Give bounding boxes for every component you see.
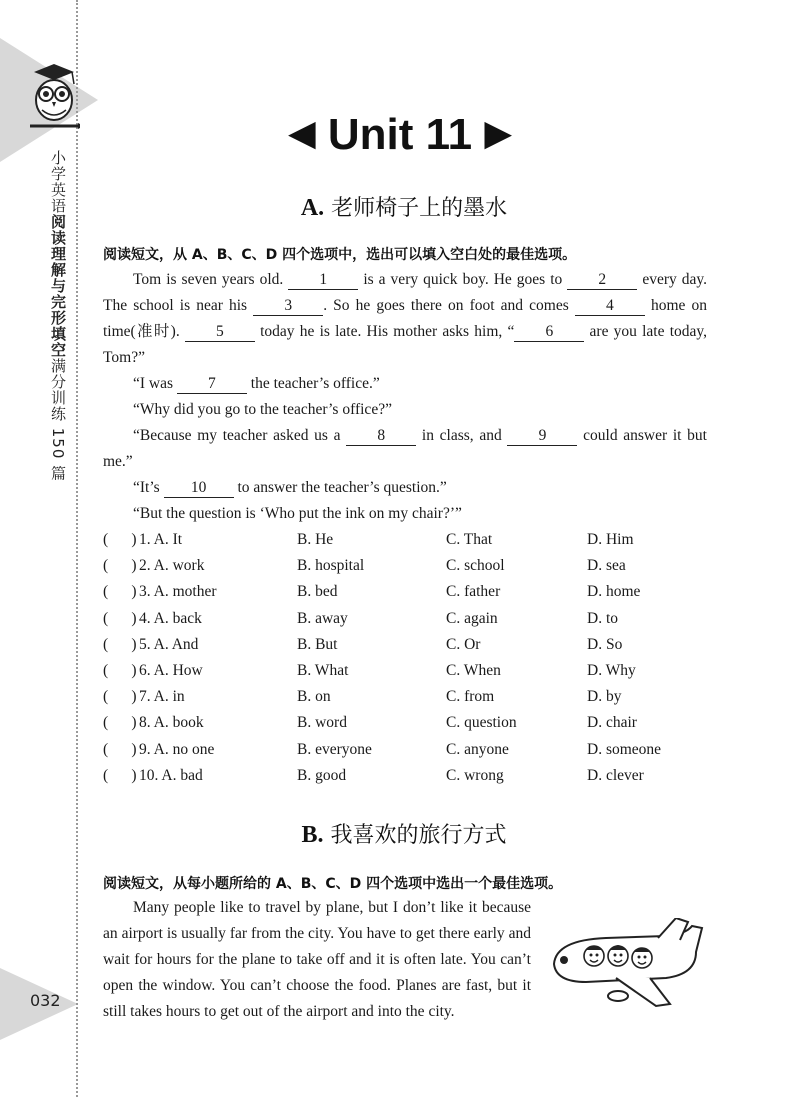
- question-row: [103, 610, 723, 636]
- option-d: D. Him: [587, 531, 634, 548]
- passage-paragraph-5: “It’s 10 to answer the teacher’s question.”: [133, 479, 447, 496]
- answer-bracket[interactable]: ( ): [103, 688, 137, 706]
- section-a-passage: [103, 267, 707, 527]
- option-c: C. question: [446, 714, 517, 732]
- option-c: C. Or: [446, 635, 481, 653]
- option-b: B. hospital: [297, 557, 365, 575]
- question-row: [103, 583, 723, 609]
- passage-paragraph-3: “Why did you go to the teacher’s office?”: [133, 401, 392, 418]
- answer-bracket[interactable]: ( ): [103, 557, 137, 575]
- option-b: B. word: [297, 714, 347, 732]
- option-a: 6. A. How: [139, 661, 203, 679]
- side-margin: [0, 0, 78, 1097]
- answer-bracket[interactable]: ( ): [103, 714, 137, 732]
- airplane-illustration: [546, 918, 706, 1010]
- section-a-heading: [0, 191, 800, 222]
- option-c: C. That: [446, 531, 493, 548]
- option-a: 9. A. no one: [139, 740, 215, 758]
- option-d: D. someone: [587, 740, 662, 758]
- option-d: D. home: [587, 583, 641, 601]
- option-a: 10. A. bad: [139, 766, 203, 784]
- blank-5: 5: [185, 323, 255, 342]
- section-b-title: 我喜欢的旅行方式: [330, 823, 507, 848]
- option-a: 2. A. work: [139, 557, 205, 575]
- option-c: C. father: [446, 583, 501, 601]
- unit-title: [0, 110, 800, 160]
- blank-1: 1: [288, 271, 358, 290]
- book-title-part-3: 满分训练 150 篇: [49, 358, 67, 482]
- option-b: B. away: [297, 609, 348, 627]
- question-row: [103, 662, 723, 688]
- passage-paragraph-2: “I was 7 the teacher’s office.”: [133, 375, 380, 392]
- section-b-instruction: 阅读短文，从每小题所给的 A、B、C、D 四个选项中选出一个最佳选项。: [103, 876, 563, 892]
- answer-bracket[interactable]: ( ): [103, 635, 137, 653]
- option-a: 4. A. back: [139, 609, 202, 627]
- option-b: B. He: [297, 531, 334, 548]
- answer-bracket[interactable]: ( ): [103, 583, 137, 601]
- option-a: 3. A. mother: [139, 583, 217, 601]
- blank-9: 9: [507, 427, 577, 446]
- blank-3: 3: [253, 297, 323, 316]
- option-c: C. again: [446, 609, 498, 627]
- unit-title-text: Unit 11: [327, 110, 473, 159]
- section-a-instruction: 阅读短文，从 A、B、C、D 四个选项中，选出可以填入空白处的最佳选项。: [103, 247, 577, 263]
- answer-bracket[interactable]: ( ): [103, 766, 137, 784]
- question-row: [103, 531, 723, 557]
- question-options: [103, 531, 723, 793]
- book-title-part-2: 阅读理解与完形填空: [49, 214, 67, 358]
- option-c: C. school: [446, 557, 505, 575]
- option-c: C. from: [446, 688, 495, 706]
- blank-10: 10: [164, 479, 234, 498]
- answer-bracket[interactable]: ( ): [103, 740, 137, 758]
- page-number: 032: [30, 991, 61, 1010]
- question-row: [103, 714, 723, 740]
- question-row: [103, 741, 723, 767]
- option-b: B. everyone: [297, 740, 372, 758]
- section-b-heading: [0, 818, 800, 849]
- section-a-letter: A.: [300, 195, 325, 221]
- blank-6: 6: [514, 323, 584, 342]
- passage-paragraph-6: “But the question is ‘Who put the ink on my chair?’”: [133, 505, 462, 522]
- option-d: D. Why: [587, 661, 636, 679]
- left-triangle-icon: ◀: [287, 112, 316, 153]
- section-b-paragraph: Many people like to travel by plane, but I don’t like it because an airport is usually far from the city. You have to get there early and wait for hours for the plane to take off and it is often late. You can’t open the window. You can’t choose the food. Planes are fast, but it still takes hours to get out of the airport and into the city.: [103, 899, 531, 1020]
- blank-4: 4: [575, 297, 645, 316]
- question-row: [103, 767, 723, 793]
- option-a: 5. A. And: [139, 635, 199, 653]
- section-b-passage: [103, 895, 531, 1025]
- question-row: [103, 636, 723, 662]
- answer-bracket[interactable]: ( ): [103, 609, 137, 627]
- blank-8: 8: [346, 427, 416, 446]
- question-row: [103, 557, 723, 583]
- option-d: D. sea: [587, 557, 626, 575]
- answer-bracket[interactable]: ( ): [103, 531, 137, 548]
- option-b: B. bed: [297, 583, 338, 601]
- option-c: C. wrong: [446, 766, 504, 784]
- option-a: 8. A. book: [139, 714, 204, 732]
- option-d: D. So: [587, 635, 623, 653]
- option-d: D. by: [587, 688, 622, 706]
- option-b: B. But: [297, 635, 338, 653]
- passage-paragraph-1: Tom is seven years old. 1 is a very quick boy. He goes to 2 every day. The school is near his 3 . So he goes there on foot and comes 4 home on time(准时). 5 today he is late. His mother asks him, “ 6 are you late today, Tom?”: [103, 271, 707, 366]
- blank-2: 2: [567, 271, 637, 290]
- section-a-title: 老师椅子上的墨水: [331, 196, 508, 221]
- option-c: C. When: [446, 661, 501, 679]
- option-d: D. chair: [587, 714, 637, 732]
- option-a: 1. A. It: [139, 531, 183, 548]
- option-a: 7. A. in: [139, 688, 185, 706]
- option-b: B. What: [297, 661, 349, 679]
- option-b: B. good: [297, 766, 347, 784]
- option-d: D. clever: [587, 766, 644, 784]
- book-title-part-1: 小学英语: [49, 150, 67, 214]
- blank-7: 7: [177, 375, 247, 394]
- option-b: B. on: [297, 688, 331, 706]
- passage-paragraph-4: “Because my teacher asked us a 8 in class, and 9 could answer it but me.”: [103, 427, 707, 470]
- binding-dotted-line: [76, 0, 78, 1097]
- section-b-letter: B.: [301, 822, 324, 848]
- option-d: D. to: [587, 609, 618, 627]
- question-row: [103, 688, 723, 714]
- right-triangle-icon: ▶: [484, 112, 513, 153]
- answer-bracket[interactable]: ( ): [103, 661, 137, 679]
- option-c: C. anyone: [446, 740, 509, 758]
